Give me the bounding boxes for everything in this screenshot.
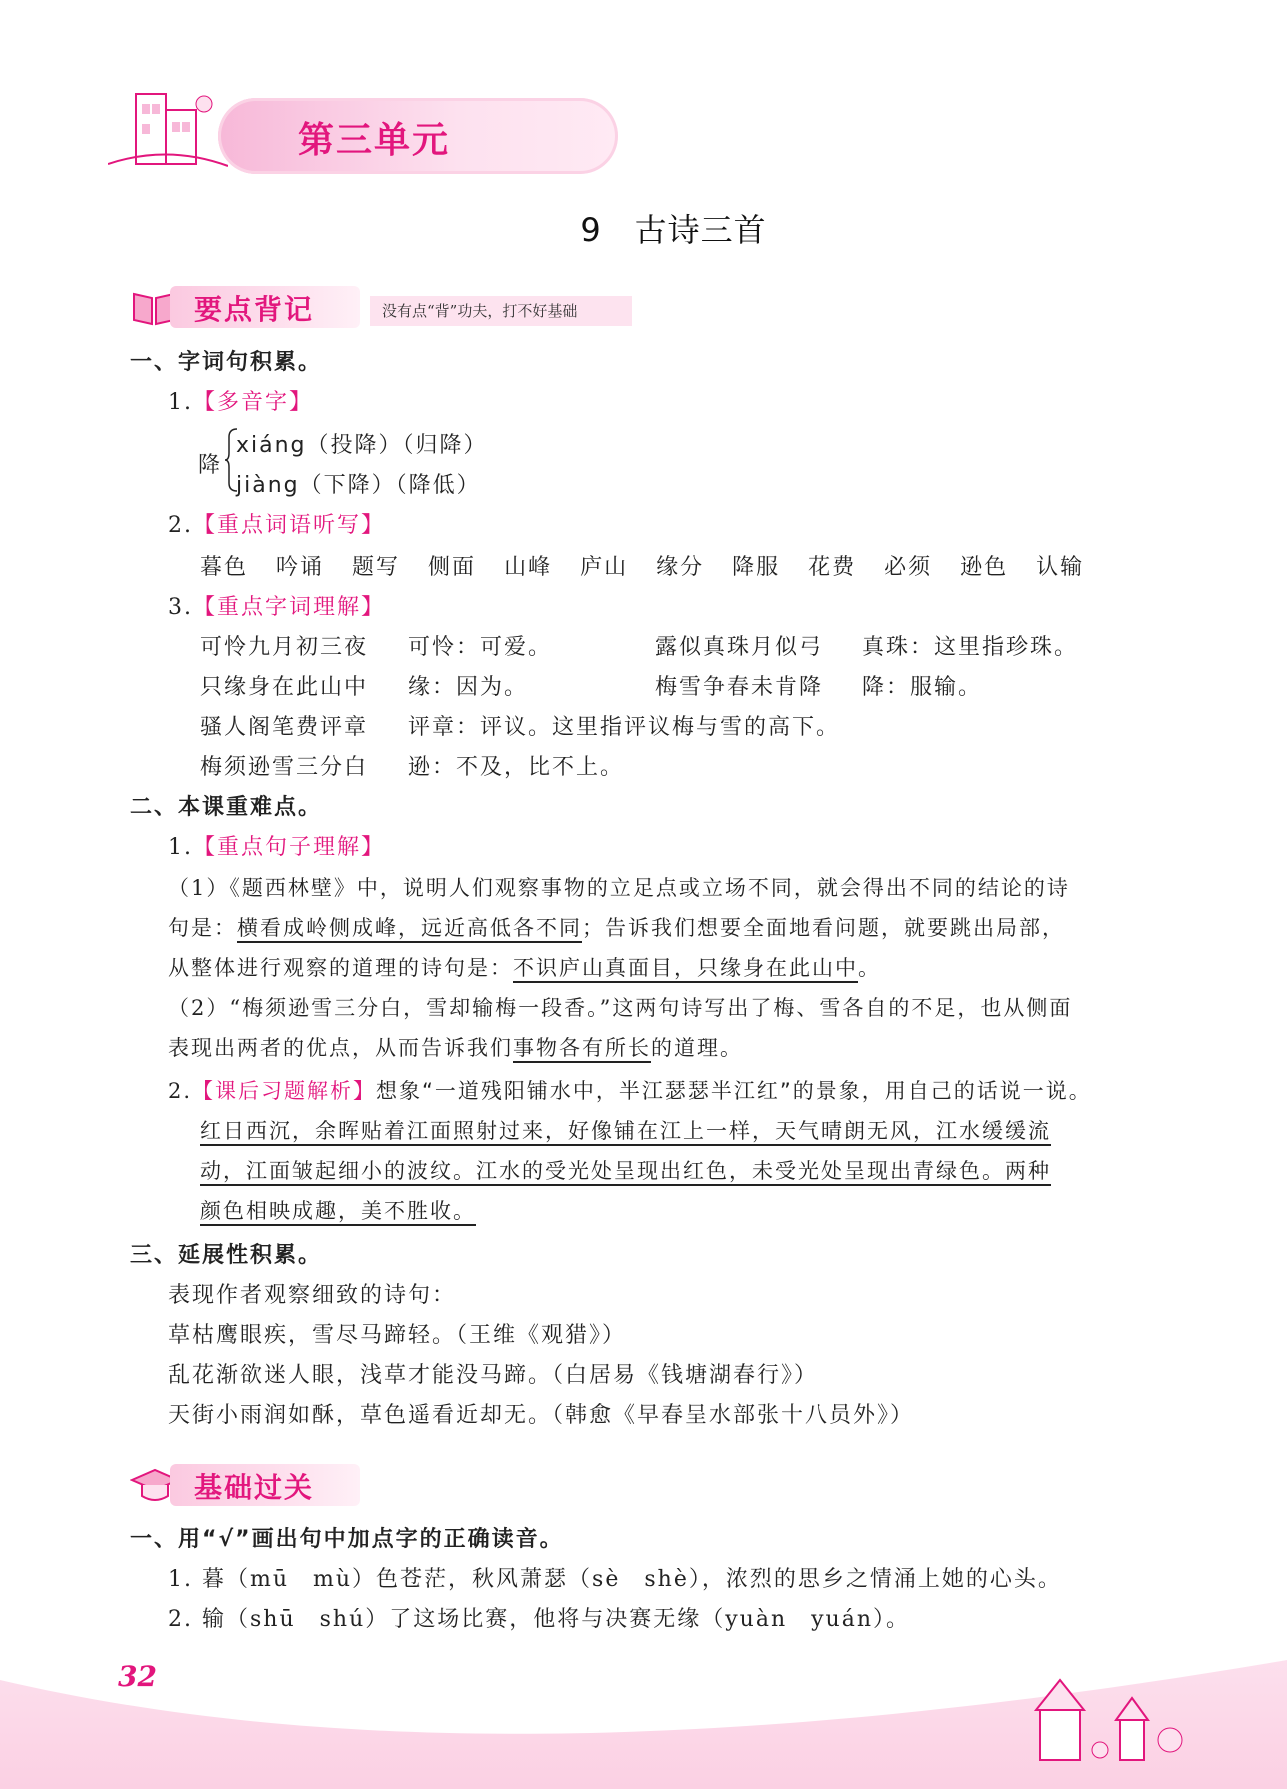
p2-item1-tag: 【重点句子理解】	[193, 835, 386, 860]
p2-answer: 事物各有所长	[513, 1036, 651, 1060]
vocab-word: 必须	[884, 555, 933, 580]
building-icon	[108, 74, 228, 184]
term-line: 露似真珠月似弓	[655, 635, 824, 660]
page-number: 32	[118, 1660, 157, 1693]
item1-num: 1.	[168, 390, 193, 415]
key-points-slogan: 没有点“背”功夫，打不好基础	[370, 296, 632, 326]
vocab-word: 庐山	[580, 555, 629, 580]
answer-line: 颜色相映成趣，美不胜收。	[200, 1199, 476, 1223]
p2-text: 表现出两者的优点，从而告诉我们	[168, 1036, 513, 1060]
p1-answer: 不识庐山真面目，只缘身在此山中	[513, 956, 858, 980]
lesson-title: 9 古诗三首	[580, 211, 767, 249]
vocab-word: 题写	[352, 555, 401, 580]
part1-heading: 一、字词句积累。	[130, 350, 323, 375]
vocab-word: 吟诵	[276, 555, 325, 580]
basic-label: 基础过关	[194, 1471, 315, 1504]
term-note: 评章：评议。这里指评议梅与雪的高下。	[408, 715, 841, 740]
p1-text: ；告诉我们想要全面地看问题，就要跳出局部，	[582, 916, 1065, 940]
p1-text: 句是：	[168, 916, 237, 940]
p2-line-b	[168, 1032, 743, 1062]
polyphone-reading-2: jiàng（下降）（降低）	[236, 473, 481, 498]
answer-line: 动，江面皱起细小的波纹。江水的受光处呈现出红色，未受光处呈现出青绿色。两种	[200, 1159, 1051, 1183]
unit-title: 第三单元	[298, 120, 451, 161]
vocab-word: 花费	[808, 555, 857, 580]
term-note: 逊：不及，比不上。	[408, 755, 625, 780]
p2-item1-row	[168, 830, 385, 861]
polyphone-reading-1: xiáng（投降）（归降）	[236, 433, 488, 458]
p1-line-a: （1）《题西林壁》中，说明人们观察事物的立足点或立场不同，就会得出不同的结论的诗	[168, 876, 1070, 900]
exercise-q2[interactable]: 2. 输（shū shú）了这场比赛，他将与决赛无缘（yuàn yuán）。	[168, 1607, 911, 1632]
p1-text: 。	[858, 956, 881, 980]
p1-text: 从整体进行观察的道理的诗句是：	[168, 956, 513, 980]
item1-tag: 【多音字】	[193, 390, 314, 415]
term-line: 只缘身在此山中	[200, 675, 369, 700]
exercise-q1[interactable]: 1. 暮（mū mù）色苍茫，秋风萧瑟（sè shè），浓烈的思乡之情涌上她的心头。	[168, 1567, 1062, 1592]
vocab-word: 降服	[732, 555, 781, 580]
p2-item2-row	[168, 1075, 1092, 1105]
poem-line: 乱花渐欲迷人眼，浅草才能没马蹄。（白居易《钱塘湖春行》）	[168, 1363, 819, 1388]
item3-num: 3.	[168, 595, 193, 620]
vocab-word: 逊色	[960, 555, 1009, 580]
vocab-list	[200, 550, 1112, 581]
term-note: 真珠：这里指珍珠。	[862, 635, 1079, 660]
p2-text: 的道理。	[651, 1036, 743, 1060]
term-line: 梅雪争春未肯降	[655, 675, 824, 700]
part3-intro: 表现作者观察细致的诗句：	[168, 1283, 457, 1308]
p2-line-a: （2）“梅须逊雪三分白，雪却输梅一段香。”这两句诗写出了梅、雪各自的不足，也从侧面	[168, 996, 1073, 1020]
term-line: 可怜九月初三夜	[200, 635, 369, 660]
term-note: 降：服输。	[862, 675, 983, 700]
term-line: 梅须逊雪三分白	[200, 755, 369, 780]
p1-line-b	[168, 912, 1065, 942]
vocab-word: 缘分	[656, 555, 705, 580]
part3-heading: 三、延展性积累。	[130, 1243, 323, 1268]
part2-heading: 二、本课重难点。	[130, 795, 323, 820]
poem-line: 草枯鹰眼疾，雪尽马蹄轻。（王维《观猎》）	[168, 1323, 627, 1348]
p2-item2-tag: 【课后习题解析】	[192, 1079, 377, 1103]
item2-num: 2.	[168, 513, 193, 538]
vocab-word: 暮色	[200, 555, 249, 580]
vocab-word: 认输	[1036, 555, 1085, 580]
vocab-word: 侧面	[428, 555, 477, 580]
p2-item2-num: 2.	[168, 1079, 193, 1103]
term-note: 缘：因为。	[408, 675, 529, 700]
term-line: 骚人阁笔费评章	[200, 715, 369, 740]
answer-line: 红日西沉，余晖贴着江面照射过来，好像铺在江上一样，天气晴朗无风，江水缓缓流	[200, 1119, 1051, 1143]
poem-line: 天街小雨润如酥，草色遥看近却无。（韩愈《早春呈水部张十八员外》）	[168, 1403, 915, 1428]
item3-tag: 【重点字词理解】	[193, 595, 386, 620]
polyphone-char: 降	[198, 453, 223, 478]
p2-item2-question: 想象“一道残阳铺水中，半江瑟瑟半江红”的景象，用自己的话说一说。	[376, 1079, 1092, 1103]
key-points-label: 要点背记	[194, 293, 315, 326]
p2-item1-num: 1.	[168, 835, 193, 860]
unit-banner	[108, 74, 528, 184]
item2-row	[168, 508, 385, 539]
exercise-heading: 一、用“√”画出句中加点字的正确读音。	[130, 1527, 564, 1552]
basic-header	[130, 1460, 450, 1512]
item2-tag: 【重点词语听写】	[193, 513, 386, 538]
item1-row	[168, 385, 313, 416]
p1-line-c	[168, 952, 881, 982]
p1-answer: 横看成岭侧成峰，远近高低各不同	[237, 916, 582, 940]
castle-icon	[1000, 1660, 1200, 1770]
key-points-header	[130, 282, 650, 334]
term-note: 可怜：可爱。	[408, 635, 553, 660]
item3-row	[168, 590, 385, 621]
vocab-word: 山峰	[504, 555, 553, 580]
